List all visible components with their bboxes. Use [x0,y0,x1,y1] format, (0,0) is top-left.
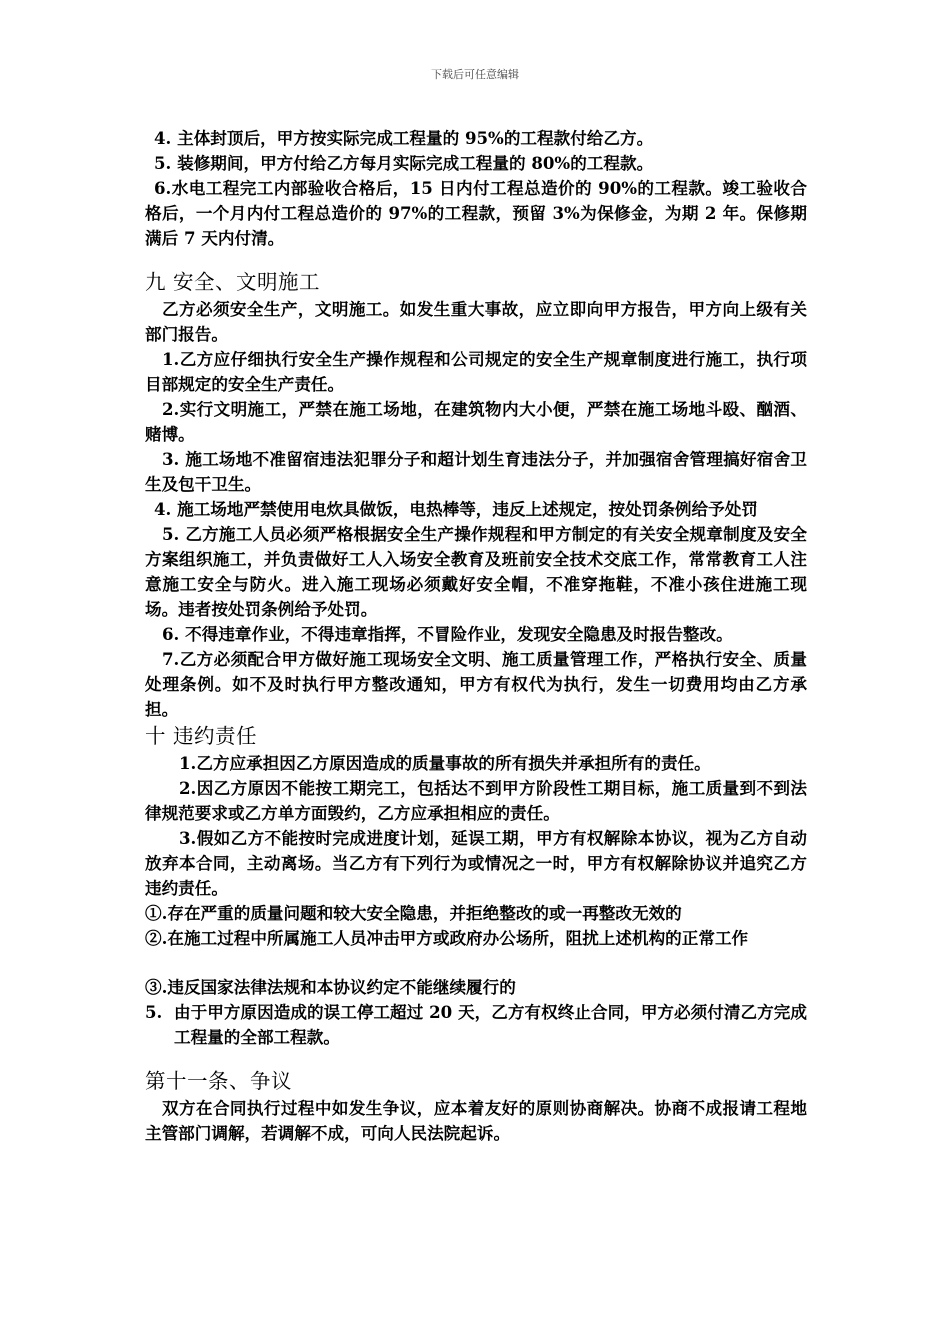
page-header-note: 下载后可任意编辑 [431,68,519,81]
breach-condition-1: ①.存在严重的质量问题和较大安全隐患，并拒绝整改的或一再整改无效的 [145,903,682,923]
document-body [145,126,807,1146]
safety-item-3: 3. 施工场地不准留宿违法犯罪分子和超计划生育违法分子，并加强宿舍管理搞好宿舍卫生及包干卫生。 [145,449,807,494]
safety-item-4: 4. 施工场地严禁使用电炊具做饭，电热棒等，违反上述规定，按处罚条例给予处罚 [154,499,758,519]
breach-item-5-number: 5. [145,1002,163,1022]
safety-intro: 乙方必须安全生产，文明施工。如发生重大事故，应立即向甲方报告，甲方向上级有关部门报告。 [145,299,807,344]
safety-item-6: 6. 不得违章作业，不得违章指挥，不冒险作业，发现安全隐患及时报告整改。 [162,624,733,644]
breach-condition-2: ②.在施工过程中所属施工人员冲击甲方或政府办公场所，阻扰上述机构的正常工作 [145,928,749,948]
breach-item-2: 2.因乙方原因不能按工期完工，包括达不到甲方阶段性工期目标，施工质量到不到法律规范要求或乙方单方面毁约，乙方应承担相应的责任。 [145,778,807,823]
payment-clause-6: 6.水电工程完工内部验收合格后，15 日内付工程总造价的 90%的工程款。竣工验收合格后，一个月内付工程总造价的 97%的工程款，预留 3%为保修金，为期 2 年。保修期满后 7 天内付清。 [145,178,807,248]
section-heading-dispute: 第十一条、争议 [145,1069,292,1093]
safety-item-7: 7.乙方必须配合甲方做好施工现场安全文明、施工质量管理工作，严格执行安全、质量处理条例。如不及时执行甲方整改通知，甲方有权代为执行，发生一切费用均由乙方承担。 [145,649,807,719]
breach-item-5 [145,1000,807,1050]
dispute-text: 双方在合同执行过程中如发生争议，应本着友好的原则协商解决。协商不成报请工程地主管部门调解，若调解不成，可向人民法院起诉。 [145,1098,807,1143]
section-heading-breach: 十 违约责任 [145,724,258,748]
safety-item-5: 5. 乙方施工人员必须严格根据安全生产操作规程和甲方制定的有关安全规章制度及安全方案组织施工，并负责做好工人入场安全教育及班前安全技术交底工作，常常教育工人注意施工安全与防火。进入施工现场必须戴好安全帽，不准穿拖鞋，不准小孩住进施工现场。违者按处罚条例给予处罚。 [145,524,807,619]
payment-clause-4: 4. 主体封顶后，甲方按实际完成工程量的 95%的工程款付给乙方。 [154,128,654,148]
breach-item-1: 1.乙方应承担因乙方原因造成的质量事故的所有损失并承担所有的责任。 [179,753,711,773]
payment-clause-5: 5. 装修期间，甲方付给乙方每月实际完成工程量的 80%的工程款。 [154,153,654,173]
breach-item-5-text: 由于甲方原因造成的误工停工超过 20 天，乙方有权终止合同，甲方必须付清乙方完成工程量的全部工程款。 [174,1002,807,1047]
breach-condition-3: ③.违反国家法律法规和本协议约定不能继续履行的 [145,977,516,997]
breach-item-3: 3.假如乙方不能按时完成进度计划，延误工期，甲方有权解除本协议，视为乙方自动放弃本合同，主动离场。当乙方有下列行为或情况之一时，甲方有权解除协议并追究乙方违约责任。 [145,828,807,898]
section-heading-safety: 九 安全、文明施工 [145,270,321,294]
safety-item-1: 1.乙方应仔细执行安全生产操作规程和公司规定的安全生产规章制度进行施工，执行项目部规定的安全生产责任。 [145,349,807,394]
safety-item-2: 2.实行文明施工，严禁在施工场地，在建筑物内大小便，严禁在施工场地斗殴、酗酒、赌博。 [145,399,807,444]
